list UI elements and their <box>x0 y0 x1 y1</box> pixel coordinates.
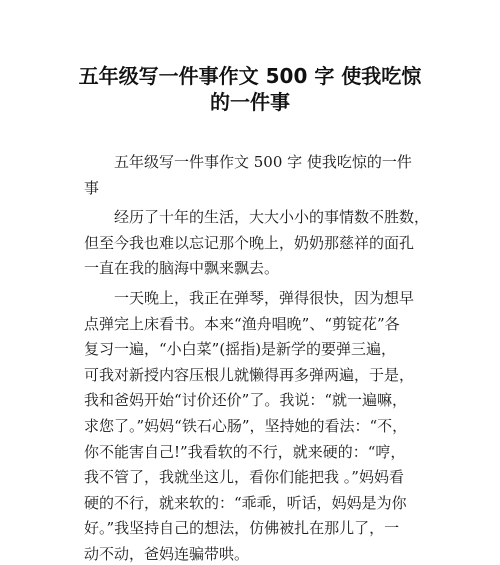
paragraph-line: 点弹完上床看书。本来“渔舟唱晚”、“剪锭花”各 <box>84 314 400 333</box>
paragraph <box>84 205 430 282</box>
paragraph <box>84 150 424 201</box>
paragraph-line: 一直在我的脑海中飘来飘去。 <box>84 259 280 278</box>
paragraph-line: 事 <box>84 178 100 197</box>
paragraph-line: 求您了。”妈妈“铁石心肠”，坚持她的看法：“不， <box>84 416 408 435</box>
document-title-line-1: 五年级写一件事作文 500 字 使我吃惊 <box>78 64 422 88</box>
paragraph-line: 但至今我也难以忘记那个晚上，奶奶那慈祥的面孔 <box>84 233 415 252</box>
paragraph-line: 你不能害自己!”我看软的不行，就来硬的：“哼， <box>84 442 406 461</box>
paragraph <box>84 286 424 565</box>
paragraph-line: 可我对新授内容压根儿就懒得再多弹两遍，于是， <box>84 365 415 384</box>
paragraph-line: 我和爸妈开始“讨价还价”了。我说：“就一遍嘛， <box>84 391 408 410</box>
paragraph-line: 好。”我坚持自己的想法，仿佛被扎在那儿了，一 <box>84 519 400 538</box>
paragraph-line: 经历了十年的生活，大大小小的事情数不胜数， <box>114 208 430 227</box>
document-body <box>84 150 430 565</box>
paragraph-line: 一天晚上，我正在弹琴，弹得很快，因为想早 <box>114 288 415 307</box>
paragraph-line: 硬的不行，就来软的：“乖乖，听话，妈妈是为你 <box>84 493 407 512</box>
paragraph-line: 动不动，爸妈连骗带哄。 <box>84 544 250 563</box>
document-title-line-2: 的一件事 <box>210 90 290 114</box>
paragraph-line: 我不管了，我就坐这儿，看你们能把我 。”妈妈看 <box>84 468 404 487</box>
paragraph-line: 五年级写一件事作文 500 字 使我吃惊的一件 <box>114 153 412 171</box>
paragraph-line: 复习一遍，“小白菜”(摇指)是新学的要弹三遍， <box>84 340 397 359</box>
